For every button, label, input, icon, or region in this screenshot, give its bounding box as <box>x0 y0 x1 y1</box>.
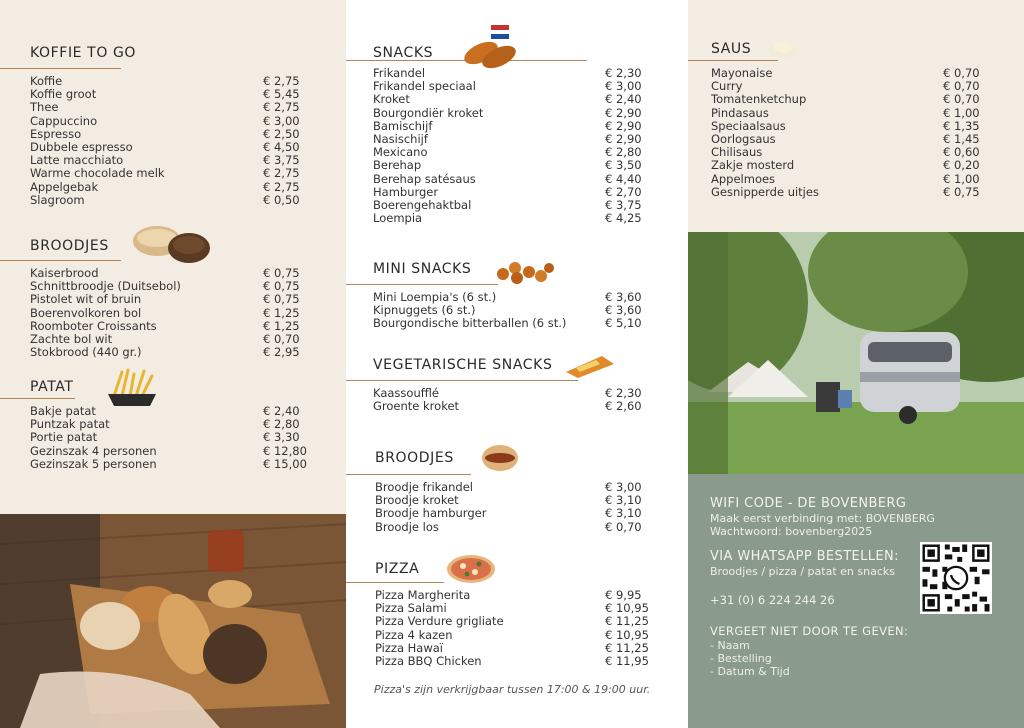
menu-item-price: € 0,75 <box>263 266 300 280</box>
menu-item <box>711 93 995 106</box>
menu-item-name: Gezinszak 5 personen <box>30 456 157 471</box>
remember-title: VERGEET NIET DOOR TE GEVEN: <box>710 624 909 638</box>
menu-item-price: € 4,25 <box>605 211 642 226</box>
menu-item-price: € 2,70 <box>605 184 642 199</box>
left-column <box>0 0 346 728</box>
menu-item-name: Pizza Margherita <box>375 588 471 602</box>
menu-item <box>711 107 995 120</box>
menu-item-price: € 1,25 <box>263 305 300 320</box>
menu-item <box>30 307 315 320</box>
section-title: BROODJES <box>375 450 454 466</box>
menu-item <box>373 173 657 186</box>
section-patat <box>30 374 315 471</box>
section-mini-snacks <box>373 256 657 331</box>
menu-item-price: € 1,35 <box>943 118 980 133</box>
menu-item <box>711 186 995 199</box>
menu-item-name: Bamischijf <box>373 118 433 133</box>
menu-item-name: Koffie <box>30 74 63 88</box>
menu-item-name: Warme chocolade melk <box>30 166 165 181</box>
menu-item-name: Mini Loempia's (6 st.) <box>373 290 497 304</box>
menu-item-name: Koffie groot <box>30 87 97 102</box>
menu-item-price: € 0,20 <box>943 158 980 173</box>
menu-item-name: Nasischijf <box>373 132 428 147</box>
menu-item <box>375 629 657 642</box>
menu-item <box>30 167 315 180</box>
menu-item-name: Pindasaus <box>711 105 769 120</box>
menu-item-name: Mayonaise <box>711 66 773 80</box>
menu-item-price: € 3,60 <box>605 290 642 304</box>
menu-item-name: Kroket <box>373 92 410 107</box>
menu-item-price: € 1,45 <box>943 132 980 147</box>
section-divider <box>346 582 444 583</box>
menu-item-name: Thee <box>30 100 59 115</box>
camping-photo <box>688 232 1024 474</box>
menu-item-name: Berehap <box>373 158 422 173</box>
menu-item-price: € 2,30 <box>605 66 642 80</box>
menu-item <box>30 115 315 128</box>
menu-item-name: Slagroom <box>30 192 85 207</box>
menu-item <box>375 655 657 668</box>
menu-item-name: Tomatenketchup <box>711 92 807 107</box>
menu-item-name: Espresso <box>30 126 82 141</box>
menu-item-name: Pistolet wit of bruin <box>30 292 142 307</box>
remember-list <box>710 639 1002 678</box>
menu-item <box>30 194 315 207</box>
pizza-availability-note: Pizza's zijn verkrijgbaar tussen 17:00 & 19:00 uur. <box>374 683 651 696</box>
remember-item: - Datum & Tijd <box>710 665 790 678</box>
menu-item-price: € 2,75 <box>263 100 300 115</box>
menu-item-price: € 1,00 <box>943 171 980 186</box>
menu-item-price: € 2,40 <box>263 404 300 418</box>
menu-item <box>373 400 657 413</box>
menu-item-price: € 3,00 <box>605 79 642 94</box>
menu-item <box>373 317 657 330</box>
wifi-password-line: Wachtwoord: bovenberg2025 <box>710 525 873 538</box>
menu-item <box>30 346 315 359</box>
menu-item-price: € 3,30 <box>263 430 300 445</box>
kaassouffle-icon <box>562 350 618 380</box>
menu-item-name: Pizza 4 kazen <box>375 627 453 642</box>
wifi-title: WIFI CODE - DE BOVENBERG <box>710 496 907 511</box>
remember-item: - Bestelling <box>710 652 772 665</box>
menu-item-price: € 3,50 <box>605 158 642 173</box>
menu-item <box>30 431 315 444</box>
menu-item-name: Kaassoufflé <box>373 386 439 400</box>
menu-item <box>373 107 657 120</box>
menu-item-name: Bourgondiër kroket <box>373 105 484 120</box>
info-box <box>688 474 1024 728</box>
menu-item-name: Boerengehaktbal <box>373 198 472 213</box>
hotdog-bun-icon <box>478 440 522 476</box>
section-divider <box>346 380 578 381</box>
section-title: SNACKS <box>373 45 434 61</box>
menu-item <box>373 212 657 225</box>
menu-item-name: Latte macchiato <box>30 153 124 168</box>
menu-item-name: Pizza Hawaï <box>375 640 443 655</box>
menu-item-price: € 0,75 <box>943 184 980 199</box>
menu-item-price: € 2,90 <box>605 118 642 133</box>
menu-item-price: € 1,00 <box>943 105 980 120</box>
menu-item-name: Broodje kroket <box>375 493 459 508</box>
section-broodjes-mid <box>375 440 657 534</box>
menu-item-price: € 3,75 <box>263 153 300 168</box>
menu-item-name: Schnittbroodje (Duitsebol) <box>30 279 181 294</box>
section-title: SAUS <box>711 41 752 57</box>
menu-item-price: € 0,70 <box>943 66 980 80</box>
wifi-connect-line: Maak eerst verbinding met: BOVENBERG <box>710 512 935 525</box>
menu-item-price: € 10,95 <box>605 627 649 642</box>
menu-item <box>30 293 315 306</box>
section-saus <box>711 36 995 199</box>
menu-item <box>30 181 315 194</box>
price-list <box>373 67 657 225</box>
section-pizza <box>375 552 657 668</box>
menu-item-price: € 0,75 <box>263 279 300 294</box>
phone-number[interactable]: +31 (0) 6 224 244 26 <box>710 593 835 607</box>
menu-item-price: € 4,40 <box>605 171 642 186</box>
fries-icon <box>104 368 160 408</box>
section-snacks <box>373 40 657 225</box>
section-broodjes-left <box>30 228 315 359</box>
menu-item-price: € 2,75 <box>263 166 300 181</box>
section-title: MINI SNACKS <box>373 261 472 277</box>
menu-item-price: € 11,95 <box>605 654 649 669</box>
middle-column <box>346 0 688 728</box>
menu-item-price: € 2,40 <box>605 92 642 107</box>
menu-item-price: € 0,70 <box>943 92 980 107</box>
menu-item-name: Gezinszak 4 personen <box>30 443 157 458</box>
menu-item-name: Oorlogsaus <box>711 132 776 147</box>
price-list <box>711 67 995 199</box>
menu-item-name: Berehap satésaus <box>373 171 476 186</box>
menu-item <box>375 521 657 534</box>
menu-item-name: Pizza Salami <box>375 601 447 616</box>
menu-item-name: Roomboter Croissants <box>30 318 157 333</box>
menu-item-price: € 2,75 <box>263 74 300 88</box>
remember-item: - Naam <box>710 639 750 652</box>
menu-item <box>373 159 657 172</box>
menu-item-price: € 0,70 <box>605 519 642 534</box>
menu-item-price: € 15,00 <box>263 456 307 471</box>
menu-item-price: € 2,50 <box>263 126 300 141</box>
menu-item-price: € 10,95 <box>605 601 649 616</box>
menu-item-name: Groente kroket <box>373 399 460 414</box>
menu-item-name: Speciaalsaus <box>711 118 786 133</box>
section-vegetarische-snacks <box>373 352 657 413</box>
price-list <box>373 387 657 413</box>
price-list <box>30 75 315 207</box>
menu-item-price: € 11,25 <box>605 614 649 629</box>
price-list <box>30 267 315 359</box>
menu-item-price: € 0,50 <box>263 192 300 207</box>
price-list <box>375 481 657 534</box>
menu-item-price: € 5,45 <box>263 87 300 102</box>
menu-item-price: € 12,80 <box>263 443 307 458</box>
menu-item-name: Portie patat <box>30 430 98 445</box>
menu-item-price: € 5,10 <box>605 316 642 331</box>
bread-photo <box>0 514 346 728</box>
menu-item-price: € 2,80 <box>605 145 642 160</box>
menu-item-name: Appelgebak <box>30 179 99 194</box>
menu-item-name: Frikandel <box>373 66 426 80</box>
section-title: BROODJES <box>30 238 109 254</box>
menu-item-price: € 2,95 <box>263 345 300 360</box>
menu-item-price: € 3,10 <box>605 493 642 508</box>
menu-item-price: € 0,70 <box>263 332 300 347</box>
menu-item-name: Kaiserbrood <box>30 266 99 280</box>
menu-item-name: Frikandel speciaal <box>373 79 476 94</box>
menu-item <box>30 101 315 114</box>
menu-item-name: Zachte bol wit <box>30 332 113 347</box>
menu-item-name: Puntzak patat <box>30 417 110 432</box>
menu-item-price: € 2,30 <box>605 386 642 400</box>
menu-item-price: € 3,10 <box>605 506 642 521</box>
menu-item-price: € 3,00 <box>263 113 300 128</box>
price-list <box>373 291 657 331</box>
menu-item-name: Kipnuggets (6 st.) <box>373 303 476 318</box>
menu-item-name: Appelmoes <box>711 171 776 186</box>
menu-item-price: € 11,25 <box>605 640 649 655</box>
section-divider <box>346 284 498 285</box>
menu-item-price: € 1,25 <box>263 318 300 333</box>
menu-item-price: € 0,70 <box>943 79 980 94</box>
right-column <box>688 0 1024 728</box>
menu-item-name: Cappuccino <box>30 113 98 128</box>
menu-item-price: € 2,90 <box>605 132 642 147</box>
menu-item-price: € 2,80 <box>263 417 300 432</box>
menu-item-name: Pizza Verdure grigliate <box>375 614 504 629</box>
menu-item-name: Broodje hamburger <box>375 506 487 521</box>
menu-item-price: € 2,90 <box>605 105 642 120</box>
menu-item-price: € 0,75 <box>263 292 300 307</box>
menu-item <box>375 615 657 628</box>
pizza-icon <box>445 552 497 586</box>
menu-item-name: Loempia <box>373 211 423 226</box>
menu-item <box>711 173 995 186</box>
sauce-bowl-icon <box>765 37 801 61</box>
menu-item-name: Broodje los <box>375 519 439 534</box>
section-divider <box>0 398 75 399</box>
section-title: KOFFIE TO GO <box>30 45 137 61</box>
menu-item <box>711 159 995 172</box>
bread-rolls-icon <box>127 221 213 267</box>
bitterballen-icon <box>493 254 557 284</box>
kroket-icon <box>455 23 527 69</box>
menu-item <box>30 445 315 458</box>
menu-item-name: Curry <box>711 79 743 94</box>
menu-item-price: € 2,60 <box>605 399 642 414</box>
section-divider <box>0 260 121 261</box>
menu-item-price: € 3,75 <box>605 198 642 213</box>
menu-item-name: Bakje patat <box>30 404 96 418</box>
menu-item-name: Mexicano <box>373 145 428 160</box>
menu-item-name: Zakje mosterd <box>711 158 795 173</box>
menu-item-price: € 3,60 <box>605 303 642 318</box>
menu-item <box>375 507 657 520</box>
menu-item-name: Hamburger <box>373 184 439 199</box>
menu-item-name: Pizza BBQ Chicken <box>375 654 482 669</box>
section-title: VEGETARISCHE SNACKS <box>373 357 553 373</box>
section-title: PIZZA <box>375 561 420 577</box>
menu-item-price: € 3,00 <box>605 480 642 494</box>
menu-item-name: Dubbele espresso <box>30 140 133 155</box>
menu-item-price: € 2,75 <box>263 179 300 194</box>
price-list <box>375 589 657 668</box>
section-divider <box>0 68 121 69</box>
menu-item-price: € 4,50 <box>263 140 300 155</box>
whatsapp-qr-code-icon[interactable] <box>920 542 992 614</box>
menu-item-name: Chilisaus <box>711 145 763 160</box>
menu-item-name: Stokbrood (440 gr.) <box>30 345 142 360</box>
price-list <box>30 405 315 471</box>
menu-item <box>373 93 657 106</box>
menu-item-price: € 9,95 <box>605 588 642 602</box>
menu-item-name: Broodje frikandel <box>375 480 473 494</box>
section-koffie <box>30 40 315 207</box>
menu-item-name: Gesnipperde uitjes <box>711 184 819 199</box>
whatsapp-title: VIA WHATSAPP BESTELLEN: <box>710 549 899 564</box>
menu-item-name: Boerenvolkoren bol <box>30 305 142 320</box>
section-title: PATAT <box>30 379 74 395</box>
section-divider <box>346 474 471 475</box>
whatsapp-line: Broodjes / pizza / patat en snacks <box>710 565 895 578</box>
menu-item-price: € 0,60 <box>943 145 980 160</box>
menu-item-name: Bourgondische bitterballen (6 st.) <box>373 316 567 331</box>
menu-item <box>30 458 315 471</box>
